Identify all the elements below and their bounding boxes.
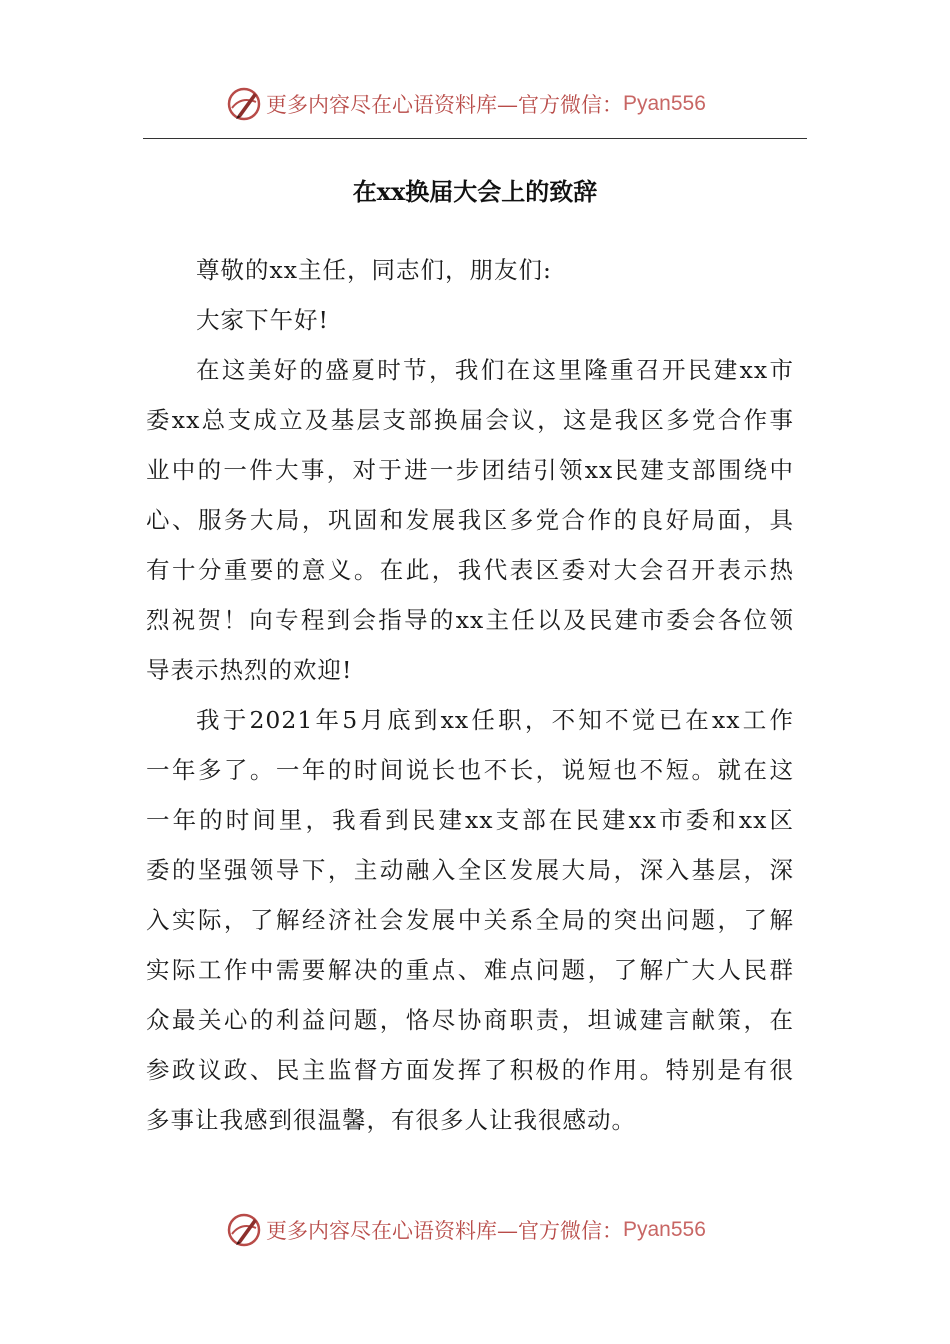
wechat-id: Pyan556 — [623, 1218, 706, 1241]
paragraph-line: 烈祝贺！向专程到会指导的xx主任以及民建市委会各位领 — [146, 606, 794, 634]
header-banner — [226, 84, 706, 124]
paragraph-line: 一年多了。一年的时间说长也不长，说短也不短。就在这 — [146, 756, 794, 784]
footer-banner — [226, 1210, 706, 1250]
paragraph-line: 一年的时间里，我看到民建xx支部在民建xx市委和xx区 — [146, 806, 794, 834]
wechat-id: Pyan556 — [623, 92, 706, 115]
paragraph-line: 多事让我感到很温馨，有很多人让我很感动。 — [146, 1106, 636, 1134]
document-body — [146, 245, 794, 1145]
salutation-line: 尊敬的xx主任，同志们，朋友们: — [196, 256, 552, 284]
paragraph-line: 实际工作中需要解决的重点、难点问题，了解广大人民群 — [146, 956, 794, 984]
paragraph-line: 有十分重要的意义。在此，我代表区委对大会召开表示热 — [146, 556, 794, 584]
paragraph-line: 心、服务大局，巩固和发展我区多党合作的良好局面，具 — [146, 506, 794, 534]
pen-logo-icon — [226, 86, 262, 122]
paragraph-line: 我于2021年5月底到xx任职，不知不觉已在xx工作 — [196, 706, 794, 734]
paragraph-line: 在这美好的盛夏时节，我们在这里隆重召开民建xx市 — [196, 356, 794, 384]
paragraph-line: 入实际，了解经济社会发展中关系全局的突出问题，了解 — [146, 906, 794, 934]
paragraph-line: 业中的一件大事，对于进一步团结引领xx民建支部围绕中 — [146, 456, 794, 484]
paragraph-line: 众最关心的利益问题，恪尽协商职责，坦诚建言献策，在 — [146, 1006, 794, 1034]
paragraph-line: 参政议政、民主监督方面发挥了积极的作用。特别是有很 — [146, 1056, 794, 1084]
paragraph-line: 委的坚强领导下，主动融入全区发展大局，深入基层，深 — [146, 856, 794, 884]
document-title: 在xx换届大会上的致辞 — [352, 177, 598, 206]
banner-text: 更多内容尽在心语资料库—官方微信： — [266, 1219, 623, 1243]
banner-text: 更多内容尽在心语资料库—官方微信： — [266, 93, 623, 117]
header-divider — [143, 138, 807, 139]
greeting-line: 大家下午好! — [196, 306, 329, 334]
pen-logo-icon — [226, 1212, 262, 1248]
paragraph-line: 委xx总支成立及基层支部换届会议，这是我区多党合作事 — [146, 406, 794, 434]
paragraph-line: 导表示热烈的欢迎! — [146, 656, 353, 684]
